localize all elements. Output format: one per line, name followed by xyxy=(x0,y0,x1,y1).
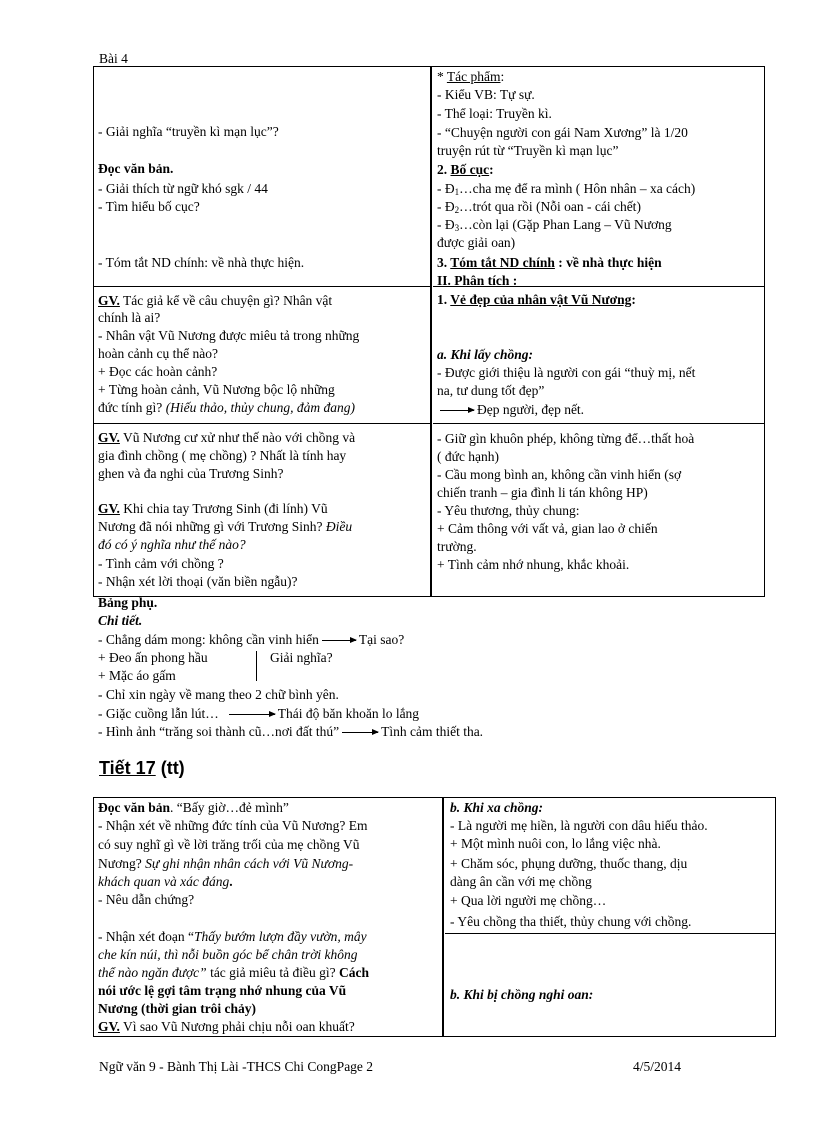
question-line: nói ước lệ gợi tâm trạng nhớ nhung của Vũ xyxy=(98,983,347,998)
teacher-question-line: - Nhận xét lời thoại (văn biền ngẫu)? xyxy=(98,574,298,589)
arrow-right-icon xyxy=(322,640,356,641)
question-line: che kín núi, thì nỗi buồn góc bể chân trời không xyxy=(98,947,358,962)
question-title-meaning: - Giải nghĩa “truyền kì mạn lục”? xyxy=(98,124,279,139)
question-line: có suy nghĩ gì về lời trăng trối của mẹ chồng Vũ xyxy=(98,837,360,852)
board-line: - Hình ảnh “trăng soi thành cũ…nơi đất thú” Tình cảm thiết tha. xyxy=(98,724,484,739)
work-heading: * Tác phẩm: xyxy=(437,69,505,84)
board-line: - Giặc cuồng lẫn lút… Thái độ băn khoăn lo lắng xyxy=(98,706,420,721)
section-b-item: - Là người mẹ hiền, là người con dâu hiếu thảo. xyxy=(450,818,708,833)
teacher-question-line: đó có ý nghĩa như thế nào? xyxy=(98,537,246,552)
table-1-row-sep-right-2 xyxy=(433,423,765,424)
layout-part-3-cont: được giải oan) xyxy=(437,235,516,250)
work-item: truyện rút từ “Truyền kì mạn lục” xyxy=(437,143,619,158)
gv-label: GV. xyxy=(98,293,120,308)
read-text-item: - Giải thích từ ngữ khó sgk / 44 xyxy=(98,181,268,196)
lesson-label: Bài 4 xyxy=(99,51,128,66)
virtue-item: - Yêu thương, thủy chung: xyxy=(437,503,580,518)
virtue-item: - Giữ gìn khuôn phép, không từng để…thất hoà xyxy=(437,431,695,446)
question-line: - Nhận xét về những đức tính của Vũ Nương? Em xyxy=(98,818,368,833)
section-b-item: dàng ân cần với mẹ chồng xyxy=(450,874,592,889)
table-1-row-sep-left xyxy=(93,286,430,287)
arrow-right-icon xyxy=(342,732,378,733)
layout-part-1: - $Đ_1\dots cha$ mẹ để ra mình ( Hôn nhân – xa cách) xyxy=(437,181,696,197)
table-2-divider xyxy=(442,797,444,1037)
teacher-question-line: hoàn cảnh cụ thể nào? xyxy=(98,346,218,361)
work-item: - Thể loại: Truyền kì. xyxy=(437,106,552,121)
gv-label: GV. xyxy=(98,430,120,445)
section-b-item: + Qua lời người mẹ chồng… xyxy=(450,893,607,908)
teacher-question: GV. Tác giả kể về câu chuyện gì? Nhân vật xyxy=(98,293,333,308)
summary-note: - Tóm tắt ND chính: về nhà thực hiện. xyxy=(98,255,305,270)
layout-part-3: - $Đ_3\dots còn$ lại (Gặp Phan Lang – Vũ Nương xyxy=(437,217,672,233)
section-b-item: + Chăm sóc, phụng dưỡng, thuốc thang, dịu xyxy=(450,856,688,871)
teacher-question-line: + Đọc các hoàn cảnh? xyxy=(98,364,218,379)
section-b-item: - Yêu chồng tha thiết, thủy chung với chồng. xyxy=(450,914,692,929)
question-line: - Nhận xét đoạn “Thấy bướm lượn đầy vườn, mây xyxy=(98,929,367,944)
section-a-title: a. Khi lấy chồng: xyxy=(437,347,534,362)
teacher-question-line: - Tình cảm với chồng ? xyxy=(98,556,224,571)
question-line: khách quan và xác đáng. xyxy=(98,874,233,889)
gv-label: GV. xyxy=(98,1019,120,1034)
teacher-question-line: - Nhân vật Vũ Nương được miêu tả trong những xyxy=(98,328,360,343)
teacher-question-line: đức tính gì? (Hiếu thảo, thủy chung, đảm đang) xyxy=(98,400,356,415)
virtue-item: + Tình cảm nhớ nhung, khắc khoải. xyxy=(437,557,630,572)
work-item: - “Chuyện người con gái Nam Xương” là 1/20 xyxy=(437,125,688,140)
section-b-title: b. Khi xa chồng: xyxy=(450,800,544,815)
layout-heading: 2. Bố cục: xyxy=(437,162,494,177)
gv-label: GV. xyxy=(98,501,120,516)
section-b2-title: b. Khi bị chồng nghi oan: xyxy=(450,987,594,1002)
teacher-question-line: chính là ai? xyxy=(98,310,161,325)
question-line: Nương (thời gian trôi chảy) xyxy=(98,1001,257,1016)
read-text-item: - Tìm hiểu bố cục? xyxy=(98,199,200,214)
board-line: + Đeo ấn phong hầu xyxy=(98,650,208,665)
summary-heading: 3. Tóm tắt ND chính : về nhà thực hiện xyxy=(437,255,662,270)
virtue-item: + Cảm thông với vất vả, gian lao ở chiến xyxy=(437,521,658,536)
arrow-right-icon xyxy=(440,410,474,411)
question-line: Nương? Sự ghi nhận nhân cách với Vũ Nương- xyxy=(98,856,354,871)
work-item: - Kiểu VB: Tự sự. xyxy=(437,87,535,102)
virtue-item: chiến tranh – gia đình li tán không HP) xyxy=(437,485,648,500)
section-a-conclusion: Đẹp người, đẹp nết. xyxy=(437,401,584,418)
teacher-question-line: Nương đã nói những gì với Trương Sinh? Điều xyxy=(98,519,353,534)
read-text-heading: Đọc văn bản. xyxy=(98,161,174,176)
section-a-item: - Được giới thiệu là người con gái “thuỳ mị, nết xyxy=(437,365,696,380)
virtue-item: - Cầu mong bình an, không cần vinh hiển (sợ xyxy=(437,467,682,482)
table-1-row-sep-left-2 xyxy=(93,423,430,424)
board-detail-label: Chi tiết. xyxy=(98,613,143,628)
teacher-question-line: gia đình chồng ( mẹ chồng) ? Nhất là tính hay xyxy=(98,448,347,463)
layout-part-2: - $Đ_2\dots trót$ qua rồi (Nỗi oan - cái chết) xyxy=(437,199,641,215)
virtue-item: ( đức hạnh) xyxy=(437,449,500,464)
board-line: - Chỉ xin ngày về mang theo 2 chữ bình yên. xyxy=(98,687,339,702)
board-line-note: Giải nghĩa? xyxy=(270,650,333,665)
page-footer: Ngữ văn 9 - Bành Thị Lài -THCS Chi CongPage 2 xyxy=(99,1059,374,1074)
virtue-item: trường. xyxy=(437,539,477,554)
board-line: - Chẳng dám mong: không cần vinh hiển Tại sao? xyxy=(98,632,405,647)
footer-date: 4/5/2014 xyxy=(633,1059,682,1074)
section-b-item: + Một mình nuôi con, lo lắng việc nhà. xyxy=(450,836,661,851)
board-line: + Mặc áo gấm xyxy=(98,668,176,683)
teacher-question-line: + Từng hoàn cảnh, Vũ Nương bộc lộ những xyxy=(98,382,335,397)
table-2-row-sep-right xyxy=(445,933,776,934)
table-1-divider xyxy=(430,66,432,597)
teacher-question: GV. Vì sao Vũ Nương phải chịu nỗi oan khuất? xyxy=(98,1019,355,1034)
arrow-right-icon xyxy=(229,714,275,715)
question-line: - Nêu dẫn chứng? xyxy=(98,892,195,907)
read-text-line: Đọc văn bản. “Bấy giờ…đẻ mình” xyxy=(98,800,289,815)
board-title: Bảng phụ. xyxy=(98,595,158,610)
section-a-item: na, tư dung tốt đẹp” xyxy=(437,383,545,398)
beauty-heading: 1. Vẻ đẹp của nhân vật Vũ Nương: xyxy=(437,292,636,307)
teacher-question: GV. Vũ Nương cư xử như thế nào với chồng và xyxy=(98,430,356,445)
lesson-heading: Tiết 17 (tt) xyxy=(99,758,185,778)
analysis-heading: II. Phân tích : xyxy=(437,273,518,288)
teacher-question-line: ghen và đa nghi của Trương Sinh? xyxy=(98,466,284,481)
teacher-question: GV. Khi chia tay Trương Sinh (đi lính) Vũ xyxy=(98,501,328,516)
question-line: thể nào ngăn được” tác giả miêu tả điều gì? Cách xyxy=(98,965,370,980)
bracket-line xyxy=(256,651,257,681)
